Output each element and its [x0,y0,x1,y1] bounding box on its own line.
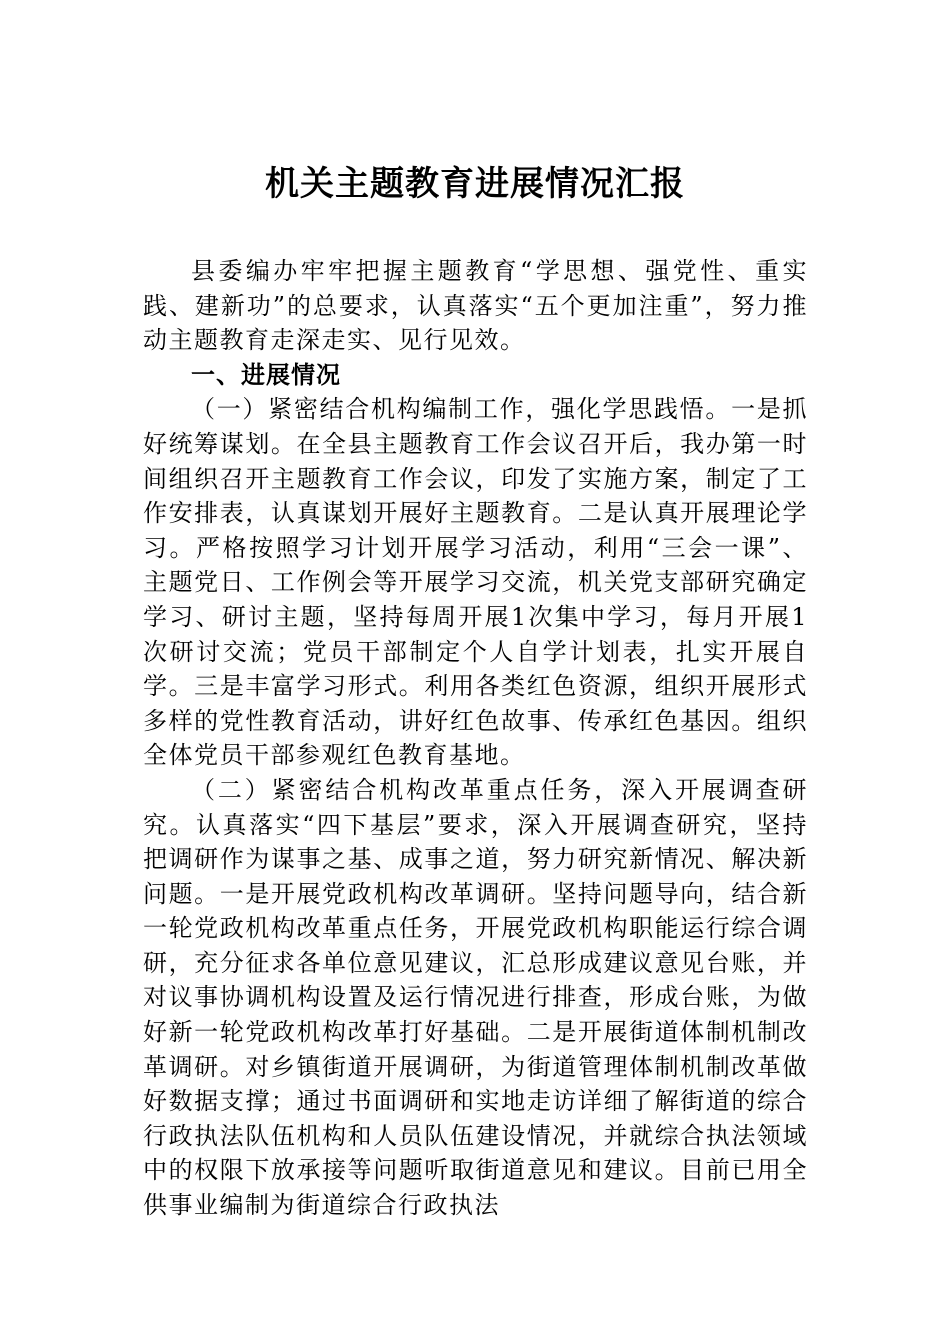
body-paragraph-2: （二）紧密结合机构改革重点任务，深入开展调查研究。认真落实“四下基层”要求，深入开展调查研究，坚持把调研作为谋事之基、成事之道，努力研究新情况、解决新问题。一是开展党政机构改革调研。坚持问题导向，结合新一轮党政机构改革重点任务，开展党政机构职能运行综合调研，充分征求各单位意见建议，汇总形成建议意见台账，并对议事协调机构设置及运行情况进行排查，形成台账，为做好新一轮党政机构改革打好基础。二是开展街道体制机制改革调研。对乡镇街道开展调研，为街道管理体制机制改革做好数据支撑；通过书面调研和实地走访详细了解街道的综合行政执法队伍机构和人员队伍建设情况，并就综合执法领域中的权限下放承接等问题听取街道意见和建议。目前已用全供事业编制为街道综合行政执法 [143,775,808,1220]
intro-paragraph: 县委编办牢牢把握主题教育“学思想、强党性、重实践、建新功”的总要求，认真落实“五个更加注重”，努力推动主题教育走深走实、见行见效。 [143,257,808,355]
document-title: 机关主题教育进展情况汇报 [265,164,685,204]
document-body [143,254,808,1223]
body-paragraph-1: （一）紧密结合机构编制工作，强化学思践悟。一是抓好统筹谋划。在全县主题教育工作会议召开后，我办第一时间组织召开主题教育工作会议，印发了实施方案，制定了工作安排表，认真谋划开展好主题教育。二是认真开展理论学习。严格按照学习计划开展学习活动，利用“三会一课”、主题党日、工作例会等开展学习交流，机关党支部研究确定学习、研讨主题，坚持每周开展1次集中学习，每月开展1次研讨交流；党员干部制定个人自学计划表，扎实开展自学。三是丰富学习形式。利用各类红色资源，组织开展形式多样的党性教育活动，讲好红色故事、传承红色基因。组织全体党员干部参观红色教育基地。 [143,395,808,770]
section-heading: 一、进展情况 [191,360,341,389]
